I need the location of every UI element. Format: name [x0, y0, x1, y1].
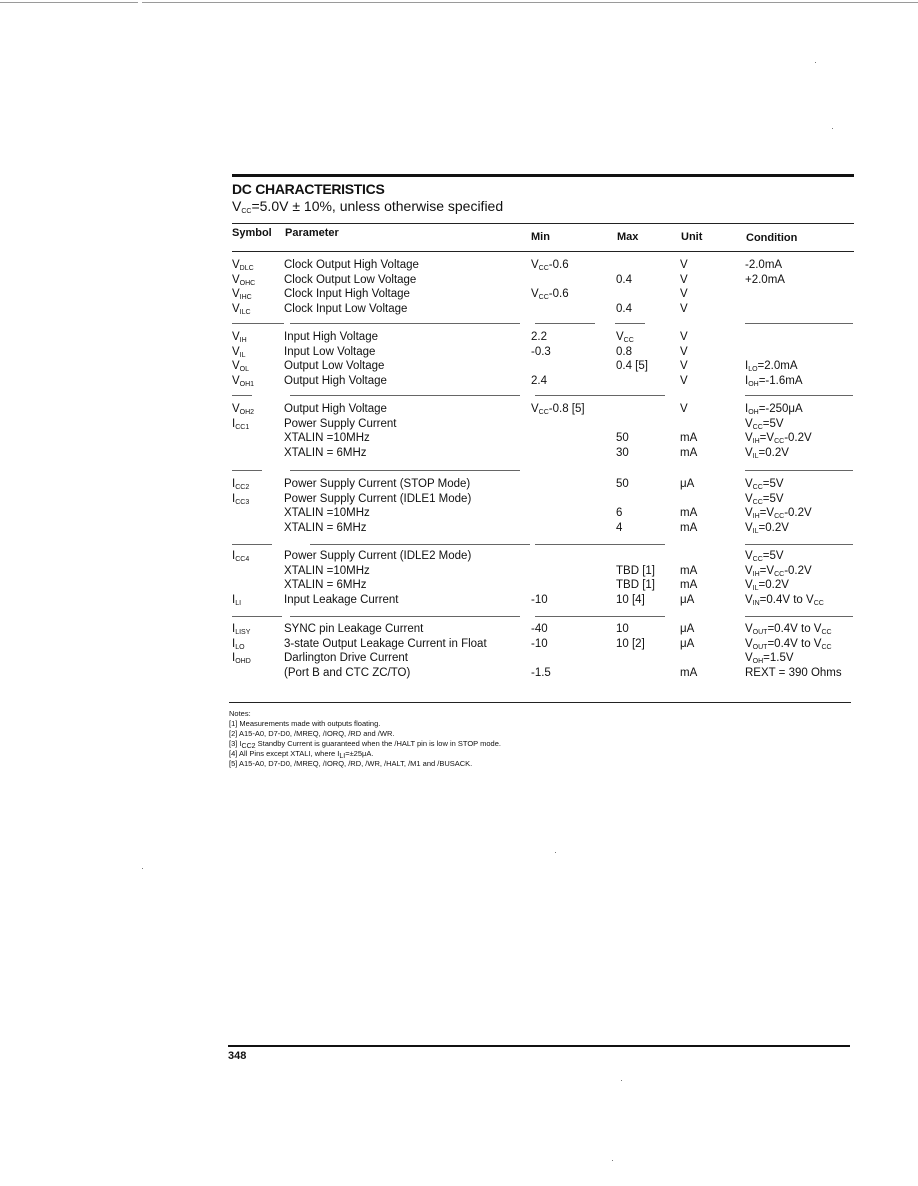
- cell-unit: V: [680, 331, 688, 343]
- cell-unit: mA: [680, 666, 698, 679]
- group-separator: [232, 470, 262, 471]
- cell-parameter: Power Supply Current: [284, 417, 397, 430]
- cell-condition: $V_{IL}=0.2V$: [745, 446, 789, 460]
- cell-condition: -2.0mA: [745, 259, 783, 271]
- cell-symbol: $V_{DLC}$: [232, 259, 254, 272]
- group-separator: [290, 323, 520, 324]
- header-bottom-rule: [232, 251, 854, 252]
- cell-parameter: Clock Input High Voltage: [284, 288, 410, 301]
- cell-max: 50: [616, 432, 629, 445]
- cell-parameter: Output High Voltage: [284, 403, 387, 415]
- page-number: 348: [228, 1050, 247, 1062]
- cell-max: 10 [4]: [616, 593, 645, 606]
- cell-parameter: XTALIN = 6MHz: [284, 579, 367, 592]
- cell-symbol: $V_{OH1}$: [232, 374, 255, 388]
- group-separator: [535, 616, 665, 617]
- footer-rule: [228, 1045, 850, 1047]
- cell-max: 50: [616, 478, 629, 490]
- cell-condition: $I_{OH}=-1.6mA$: [745, 374, 803, 388]
- group-separator: [615, 323, 645, 324]
- cell-symbol: $I_{CC2}$: [232, 478, 250, 491]
- notes-list: [229, 719, 501, 769]
- header-parameter: Parameter: [285, 227, 339, 239]
- cell-symbol: $V_{IL}$: [232, 345, 246, 359]
- cell-parameter: Input Leakage Current: [284, 593, 399, 606]
- cell-unit: μA: [680, 478, 695, 490]
- cell-unit: V: [680, 259, 688, 271]
- group-separator: [535, 323, 595, 324]
- cell-unit: V: [680, 302, 688, 315]
- cell-parameter: Clock Output Low Voltage: [284, 273, 417, 286]
- cell-symbol: $I_{CC3}$: [232, 492, 250, 506]
- group-separator: [535, 395, 665, 396]
- group-separator: [535, 544, 665, 545]
- cell-max: 10: [616, 623, 629, 635]
- cell-parameter: Output High Voltage: [284, 374, 387, 387]
- cell-symbol: $I_{LISY}$: [232, 623, 251, 636]
- cell-parameter: Clock Output High Voltage: [284, 259, 419, 271]
- group-separator: [232, 395, 252, 396]
- cell-max: 0.4: [616, 273, 632, 286]
- scan-speck: [832, 128, 833, 129]
- cell-parameter: Darlington Drive Current: [284, 652, 408, 665]
- cell-unit: V: [680, 345, 688, 358]
- header-condition: Condition: [746, 232, 798, 244]
- cell-parameter: XTALIN =10MHz: [284, 507, 370, 520]
- header-min: Min: [531, 231, 550, 243]
- cell-parameter: XTALIN = 6MHz: [284, 446, 367, 459]
- group-separator: [232, 616, 282, 617]
- cell-unit: mA: [680, 446, 698, 459]
- cell-symbol: $I_{CC4}$: [232, 550, 250, 563]
- note-item: [1] Measurements made with outputs floating.: [229, 719, 381, 728]
- cell-max: 4: [616, 521, 623, 534]
- cell-condition: $V_{CC}=5V$: [745, 478, 784, 491]
- table-bottom-rule: [229, 702, 851, 703]
- cell-unit: mA: [680, 521, 698, 534]
- cell-condition: $V_{IL}=0.2V$: [745, 579, 789, 593]
- header-max: Max: [617, 231, 639, 243]
- cell-parameter: Power Supply Current (IDLE1 Mode): [284, 492, 472, 505]
- cell-condition: $V_{OUT}=0.4V$ to $V_{CC}$: [745, 623, 832, 636]
- cell-condition: $V_{CC}=5V$: [745, 417, 784, 431]
- scan-speck: [815, 62, 816, 63]
- note-item: [5] A15-A0, D7-D0, /MREQ, /IORQ, /RD, /WR, /HALT, /M1 and /BUSACK.: [229, 759, 473, 768]
- cell-min: -0.3: [531, 345, 551, 358]
- cell-unit: mA: [680, 579, 698, 592]
- cell-max: $V_{CC}$: [616, 331, 634, 344]
- group-separator: [232, 544, 272, 545]
- cell-symbol: $I_{CC1}$: [232, 417, 250, 431]
- cell-condition: $I_{OH}=-250\mu A$: [745, 403, 803, 416]
- cell-unit: V: [680, 360, 688, 373]
- cell-min: $V_{CC}-0.6$: [531, 288, 569, 302]
- title-top-rule: [232, 174, 854, 177]
- cell-symbol: $V_{OHC}$: [232, 273, 256, 287]
- scan-speck: [612, 1160, 613, 1161]
- cell-max: 6: [616, 507, 623, 520]
- cell-condition: +2.0mA: [745, 273, 785, 286]
- cell-condition: $V_{IH}=V_{CC}-0.2V$: [745, 564, 812, 578]
- cell-parameter: Output Low Voltage: [284, 360, 385, 373]
- cell-max: 0.8: [616, 345, 632, 358]
- cell-condition: $V_{IL}=0.2V$: [745, 521, 789, 535]
- cell-symbol: $I_{LO}$: [232, 637, 245, 651]
- cell-max: 0.4: [616, 302, 632, 315]
- scan-speck: [142, 868, 143, 869]
- note-item: [4] All Pins except XTALI, where $I_{LI}=\pm 25\mu A$.: [229, 749, 374, 760]
- cell-condition: $V_{OUT}=0.4V$ to $V_{CC}$: [745, 637, 832, 651]
- cell-condition: $V_{CC}=5V$: [745, 492, 784, 506]
- cell-unit: μA: [680, 593, 695, 606]
- note-item: [2] A15-A0, D7-D0, /MREQ, /IORQ, /RD and /WR.: [229, 729, 395, 738]
- cell-parameter: Input Low Voltage: [284, 345, 376, 358]
- page-title: DC CHARACTERISTICS: [232, 181, 385, 197]
- cell-unit: V: [680, 374, 688, 387]
- cell-condition: $I_{LO}=2.0mA$: [745, 360, 798, 374]
- cell-parameter: Power Supply Current (IDLE2 Mode): [284, 550, 472, 562]
- cell-condition: $V_{IH}=V_{CC}-0.2V$: [745, 432, 812, 446]
- cell-condition: REXT = 390 Ohms: [745, 666, 842, 679]
- cell-min: $V_{CC}-0.8$ [5]: [531, 403, 585, 416]
- group-separator: [290, 470, 520, 471]
- cell-unit: V: [680, 273, 688, 286]
- cell-symbol: $V_{IHC}$: [232, 288, 252, 302]
- cell-parameter: SYNC pin Leakage Current: [284, 623, 424, 635]
- cell-symbol: $V_{OH2}$: [232, 403, 255, 416]
- notes-heading: Notes:: [229, 709, 251, 718]
- cell-symbol: $V_{IH}$: [232, 331, 247, 344]
- notes-section: [229, 709, 501, 769]
- page-subtitle: $V_{CC}=5.0V \pm 10\%$, unless otherwise specified: [232, 198, 504, 215]
- group-separator: [745, 323, 853, 324]
- cell-parameter: XTALIN = 6MHz: [284, 521, 367, 534]
- cell-max: 0.4 [5]: [616, 360, 648, 373]
- cell-min: -10: [531, 637, 548, 650]
- cell-unit: mA: [680, 507, 698, 520]
- cell-max: TBD [1]: [616, 579, 655, 592]
- group-separator: [290, 616, 520, 617]
- cell-condition: $V_{OH}=1.5V$: [745, 652, 794, 666]
- cell-min: 2.2: [531, 331, 547, 343]
- group-separator: [232, 323, 284, 324]
- cell-parameter: 3-state Output Leakage Current in Float: [284, 637, 487, 650]
- cell-min: $V_{CC}-0.6$: [531, 259, 569, 272]
- cell-parameter: (Port B and CTC ZC/TO): [284, 666, 411, 679]
- group-separator: [745, 470, 853, 471]
- note-item: [3] $I_{CC2}$ Standby Current is guaranteed when the /HALT pin is low in STOP mode.: [229, 739, 501, 750]
- cell-unit: mA: [680, 432, 698, 445]
- cell-parameter: Input High Voltage: [284, 331, 378, 343]
- cell-parameter: XTALIN =10MHz: [284, 432, 370, 445]
- cell-max: 10 [2]: [616, 637, 645, 650]
- cell-min: -1.5: [531, 666, 551, 679]
- group-separator: [310, 544, 530, 545]
- cell-parameter: Power Supply Current (STOP Mode): [284, 478, 471, 490]
- scan-speck: [555, 852, 556, 853]
- cell-symbol: $V_{OL}$: [232, 360, 250, 374]
- cell-unit: μA: [680, 637, 695, 650]
- scan-speck: [621, 1080, 622, 1081]
- group-separator: [745, 616, 853, 617]
- cell-parameter: Clock Input Low Voltage: [284, 302, 408, 315]
- cell-symbol: $I_{OHD}$: [232, 652, 251, 666]
- header-top-rule: [232, 223, 854, 224]
- cell-unit: V: [680, 288, 688, 301]
- header-unit: Unit: [681, 231, 703, 243]
- cell-unit: mA: [680, 564, 698, 577]
- page-top-border-gap: [138, 0, 142, 4]
- cell-max: 30: [616, 446, 629, 459]
- group-separator: [290, 395, 520, 396]
- group-separator: [745, 544, 853, 545]
- group-separator: [745, 395, 853, 396]
- cell-condition: $V_{IN}=0.4V$ to $V_{CC}$: [745, 593, 824, 607]
- cell-unit: V: [680, 403, 688, 415]
- cell-max: TBD [1]: [616, 564, 655, 577]
- cell-symbol: $V_{ILC}$: [232, 302, 251, 316]
- cell-min: -40: [531, 623, 548, 635]
- cell-condition: $V_{IH}=V_{CC}-0.2V$: [745, 507, 812, 521]
- cell-condition: $V_{CC}=5V$: [745, 550, 784, 563]
- cell-min: -10: [531, 593, 548, 606]
- cell-min: 2.4: [531, 374, 547, 387]
- cell-symbol: $I_{LI}$: [232, 593, 242, 607]
- cell-unit: μA: [680, 623, 695, 635]
- header-symbol: Symbol: [232, 227, 272, 239]
- cell-parameter: XTALIN =10MHz: [284, 564, 370, 577]
